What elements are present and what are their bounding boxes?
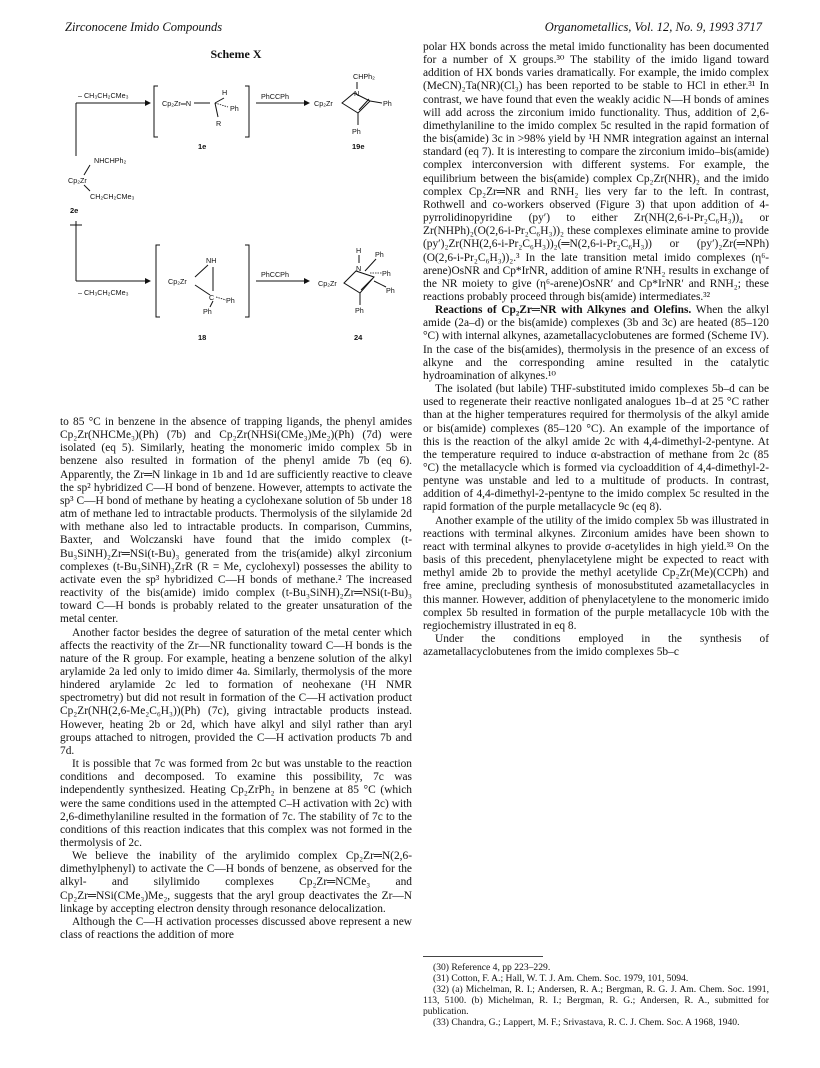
compound-label-18: 18 — [198, 333, 207, 342]
c-18: C — [209, 293, 215, 302]
left-column — [60, 416, 412, 942]
compound-label-24: 24 — [354, 333, 363, 342]
reagent-bottom-text: PhCCPh — [261, 270, 289, 279]
left-paragraph-1: to 85 °C in benzene in the absence of trapping ligands, the phenyl amides Cp₂Zr(NHCMe₃)(Ph) (7b) and Cp₂Zr(NHSi(CMe₃)Me₂)(Ph) (7d) were isolated (eq 5). Similarly, heating the monomeric imido complex 5b in benzene also resulted in formation of the phenyl amide 7b (eq 6). Apparently, the Zr═N linkage in 1b and 1d are sufficiently reactive to cleave the sp² hybridized C—H bond of benzene. However, attempts to activate the sp³ C—H bond of methane by heating a cyclohexane solution of 5b under 18 atm of methane led to intractable products. Thermolysis of the silylamide 2d with methane also led to intractable products. In comparison, Cummins, Baxter, and Wolczanski have found that the imido complex (t-Bu₃SiNH)₂Zr═NSi(t-Bu)₃ generated from the tris(amide) alkyl zirconium complexes (t-Bu₃SiNH)₃ZrR (R = Me, cyclohexyl) possesses the ability to activate even the sp³ hybridized C—H bonds of methane.² The increased reactivity of the bis(amide) imido complex (t-Bu₃SiNH)₂Zr═NSi(t-Bu)₃ toward C—H bonds is probably related to the greater unsaturation of the metal center. — [60, 416, 412, 626]
ph-19e-bottom: Ph — [352, 127, 361, 136]
left-paragraph-2: Another factor besides the degree of saturation of the metal center which affects the reactivity of the Zr—NR functionality toward C—H bonds is the nature of the R group. For example, heating a benzene solution of the alkyl arylamide 2a led only to imido dimer 4a. Similarly, thermolysis of the more hindered arylamide 2c led to formation of neohexane (¹H NMR spectrometry) but did not result in formation of the C—H activation product Cp₂Zr(NH(2,6-Me₂C₆H₃))(Ph) (7c), giving intractable products instead. However, heating 2b or 2d, which have alkyl and silyl rather than aryl groups attached to nitrogen, provided the C—H activation products 7b and 7d. — [60, 626, 412, 757]
reagent-top-text: PhCCPh — [261, 92, 289, 101]
right-paragraph-2-text: When the alkyl amide (2a–d) or the bis(amide) complexes (3b and 3c) are heated (85–120 °C) with internal alkynes, azametallacyclobutenes are formed (Scheme IV). In the case of the bis(amides), thermolysis in the presence of an excess of alkyne and the corresponding amine resulted in the catalytic hydroamination of alkynes.¹⁰ — [423, 304, 769, 382]
start-zr: Cp₂Zr — [68, 176, 87, 185]
intermediate-1e-text: Cp₂Zr═N — [162, 99, 192, 108]
bracket-18-right — [245, 245, 249, 317]
ph-24-top: Ph — [375, 250, 384, 259]
left-paragraph-4: We believe the inability of the arylimido complex Cp₂Zr═N(2,6-dimethylphenyl) to activate the C—H bonds of benzene, as observed for the alkyl- and silylimido complexes Cp₂Zr═NCMe₃ and Cp₂Zr═NSi(CMe₃)Me₂, suggests that the aryl group deactivates the Zr—N linkage by accepting electron density through resonance delocalization. — [60, 850, 412, 915]
right-paragraph-3: The isolated (but labile) THF-substituted imido complexes 5b–d can be used to regenerate their reactive nonligated analogues 1b–d at 25 °C rather than at the higher temperatures required for thermolysis of the alkyl amide or bis(amide) complexes (85–120 °C). An example of the importance of this is the reaction of the alkyl amide 2c with 4,4-dimethyl-2-pentyne. At the temperature required to induce α-abstraction of methane from 2c (85 °C) the metallacycle which is formed via cycloaddition of 4,4-dimethyl-2-pentyne was unstable and led to a multitude of products. In contrast, addition of 4,4-dimethyl-2-pentyne to the imido complex 5c resulted in the rapid formation of the purple metallacycle 9c (eq 8). — [423, 383, 769, 514]
cp2zr-19e: Cp₂Zr — [314, 99, 333, 108]
compound-label-1e: 1e — [198, 142, 207, 151]
ph-18-right: Ph — [226, 296, 235, 305]
compound-label-2e: 2e — [70, 206, 79, 215]
h-24: H — [356, 246, 362, 255]
right-paragraph-2 — [423, 304, 769, 383]
ph-24-right: Ph — [382, 269, 391, 278]
ph-24-right2: Ph — [386, 286, 395, 295]
ph-24-bottom: Ph — [355, 306, 364, 315]
footnote-rule — [423, 956, 543, 957]
chph2-19e: CHPh₂ — [353, 72, 375, 81]
footnotes — [423, 956, 769, 1028]
ph-19e-right: Ph — [383, 99, 392, 108]
footnote-33: (33) Chandra, G.; Lappert, M. F.; Srivastava, R. C. J. Chem. Soc. A 1968, 1940. — [433, 1017, 740, 1028]
left-paragraph-5: Although the C—H activation processes discussed above represent a new class of reactions the addition of more — [60, 915, 412, 942]
right-paragraph-1: polar HX bonds across the metal imido functionality has been documented for a number of X groups.³⁰ The stability of the imido ligand toward addition of HX bonds varies dramatically. For example, the imido complex (MeCN)₂Ta(NR)(Cl₃) has been reported to be stable to HCl in ether.³¹ In contrast, we have found that even the weakly acidic N—H bonds of amines will add across the zirconium imido functionality. Thus, addition of 2,6-dimethylaniline to the imido complex 5c resulted in the rapid formation of the bis(amide) 3c in >98% yield by ¹H NMR integration against an internal standard (eq 7). It is interesting to compare the zirconium imido–bis(amide) complex interconversion with different systems. For example, the equilibrium between the bis(amide) complex Cp₂Zr(NHR)₂ and the imido complex Cp₂Zr═NR and RNH₂ lies very far to the left. In contrast, Rothwell and co-workers observed (Figure 3) that upon addition of 4-pyrrolidinopyridine (py′) to either Zr(NH(2,6-i-Pr₂C₆H₃))₄ or Zr(NHPh)₂(O(2,6-i-Pr₂C₆H₃))₂ these complexes eliminate amine to provide (py′)₂Zr(NH(2,6-i-Pr₂C₆H₃))₂(═N(2,6-i-Pr₂C₆H₃)) or (py′)₂Zr(═NPh)(O(2,6-i-Pr₂C₆H₃))₂.³ In the late transition metal imido complexes (η⁶-arene)OsNR and Cp*IrNR, addition of amine R′NH₂ results in exchange of the NR moiety to give (η⁶-arene)OsNR′ and Cp*IrNR′ and RNH₂; these reactions probably proceed through bis(amide) intermediates.³² — [423, 41, 769, 303]
bracket-1e-right — [245, 86, 249, 137]
footnote-31: (31) Cotton, F. A.; Hall, W. T. J. Am. Chem. Soc. 1979, 101, 5094. — [433, 973, 689, 984]
journal-citation: Organometallics, Vol. 12, No. 9, 1993 3717 — [544, 20, 762, 34]
section-title: Reactions of Cp₂Zr═NR with Alkynes and Olefins. — [435, 304, 692, 317]
loss-arrow-top-head — [145, 100, 151, 106]
footnote-30: (30) Reference 4, pp 223–229. — [433, 962, 551, 973]
scheme-x — [60, 41, 412, 413]
page-header — [0, 20, 820, 38]
h-1e: H — [222, 88, 228, 97]
running-title: Zirconocene Imido Compounds — [65, 20, 223, 34]
ph-18-bottom: Ph — [203, 307, 212, 316]
scheme-diagram — [60, 41, 412, 413]
nh-18: NH — [206, 256, 217, 265]
loss-top-text: – CH₃CH₂CMe₃ — [78, 91, 129, 100]
n-19e: N — [354, 89, 360, 98]
right-paragraph-4: Another example of the utility of the imido complex 5b was illustrated in reactions with terminal alkynes. Zirconium amides have been shown to react with terminal alkynes to provide σ-acetylides in high yield.³³ On the basis of this precedent, phenylacetylene might be expected to react with methyl amide 2b to provide the methyl acetylide Cp₂Zr(Me)(CCPh) and free amine, precluding synthesis of monosubstituted azametallacycles in this manner. However, addition of phenylacetylene to the monomeric imido complex 5b resulted in formation of the purple metallacycle 10b with the regiochemistry illustrated in eq 8. — [423, 514, 769, 632]
right-paragraph-5: Under the conditions employed in the synthesis of azametallacyclobutenes from the imido complexes 5b–c — [423, 633, 769, 659]
bracket-18-left — [156, 245, 160, 317]
left-paragraph-3: It is possible that 7c was formed from 2c but was unstable to the reaction conditions and decomposed. To examine this possibility, 7c was independently synthesized. Heating Cp₂ZrPh₂ in benzene at 85 °C (which were the same conditions used in the attempted C–H activation with 2c) with 2,6-dimethylaniline resulted in the formation of 7c. The stability of 7c to the conditions of this reaction indicates that this complex was not formed in the thermolysis of 2c. — [60, 758, 412, 849]
ph-1e: Ph — [230, 104, 239, 113]
compound-label-19e: 19e — [352, 142, 365, 151]
n-24: N — [356, 264, 362, 273]
right-column — [423, 41, 769, 659]
cp2zr-24: Cp₂Zr — [318, 279, 337, 288]
scheme-title: Scheme X — [210, 47, 262, 61]
start-group2: CH₂CH₂CMe₃ — [90, 192, 135, 201]
start-group1: NHCHPh₂ — [94, 156, 127, 165]
footnote-32: (32) (a) Michelman, R. I.; Andersen, R. A.; Bergman, R. G. J. Am. Chem. Soc. 1991, 113, 5100. (b) Michelman, R. I.; Bergman, R. G.; Andersen, R. A., submitted for publication. — [423, 984, 769, 1017]
bracket-1e-left — [154, 86, 158, 137]
loss-bottom-text: – CH₃CH₂CMe₃ — [78, 288, 129, 297]
cp2zr-18: Cp₂Zr — [168, 277, 187, 286]
r-1e: R — [216, 119, 222, 128]
